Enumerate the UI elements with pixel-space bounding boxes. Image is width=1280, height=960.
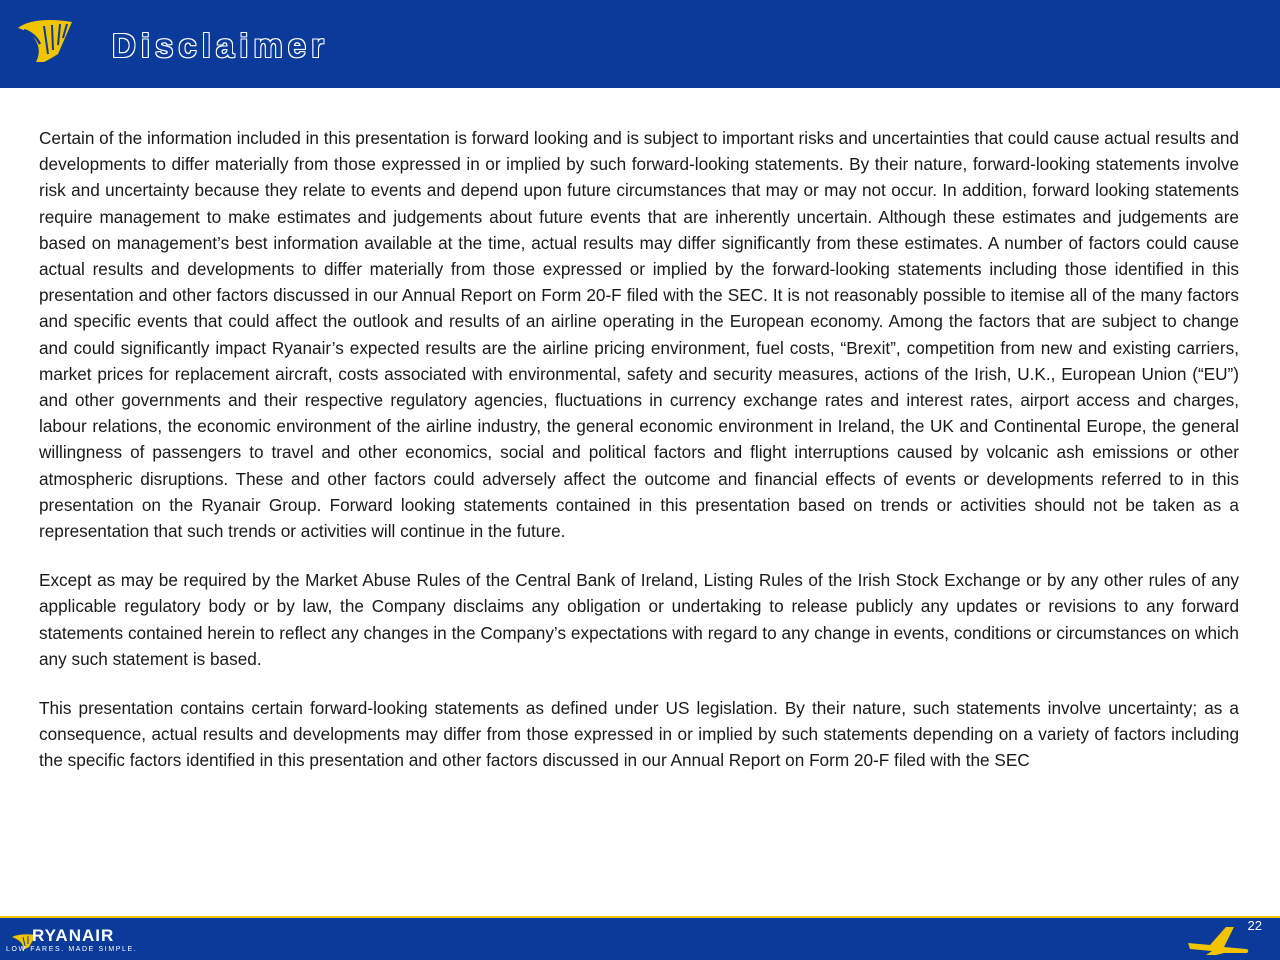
- page-title: Disclaimer: [112, 27, 329, 64]
- footer-accent-line: [0, 916, 1280, 918]
- ryanair-harp-icon: [14, 14, 76, 64]
- disclaimer-paragraph-forward-looking: Certain of the information included in this presentation is forward looking and is subject to important risks and uncertainties that could cause actual results and developments to differ materially from those expressed in or implied by such forward-looking statements. By their nature, forward-looking statements involve risk and uncertainty because they relate to events and depend upon future circumstances that may or may not occur. In addition, forward looking statements require management to make estimates and judgements about future events that are inherently uncertain. Although these estimates and judgements are based on management’s best information available at the time, actual results may differ significantly from these estimates. A number of factors could cause actual results and developments to differ materially from those expressed or implied by the forward-looking statements including those identified in this presentation and other factors discussed in our Annual Report on Form 20-F filed with the SEC. It is not reasonably possible to itemise all of the many factors and specific events that could affect the outlook and results of an airline operating in the European economy. Among the factors that are subject to change and could significantly impact Ryanair’s expected results are the airline pricing environment, fuel costs, “Brexit”, competition from new and existing carriers, market prices for replacement aircraft, costs associated with environmental, safety and security measures, actions of the Irish, U.K., European Union (“EU”) and other governments and their respective regulatory agencies, fluctuations in currency exchange rates and interest rates, airport access and charges, labour relations, the economic environment of the airline industry, the general economic environment in Ireland, the UK and Continental Europe, the general willingness of passengers to travel and other economics, social and political factors and flight interruptions caused by volcanic ash emissions or other atmospheric disruptions. These and other factors could adversely affect the outcome and financial effects of events or developments referred to in this presentation on the Ryanair Group. Forward looking statements contained in this presentation based on trends or activities should not be taken as a representation that such trends or activities will continue in the future.: [39, 128, 1239, 542]
- header-bar: [0, 0, 1280, 88]
- disclaimer-body: [39, 125, 1239, 797]
- brand-name: RYANAIR: [32, 926, 115, 945]
- disclaimer-paragraph-us-legislation: This presentation contains certain forward-looking statements as defined under US legislation. By their nature, such statements involve uncertainty; as a consequence, actual results and developments may differ from those expressed in or implied by such statements depending on a variety of factors including the specific factors identified in this presentation and other factors discussed in our Annual Report on Form 20-F filed with the SEC: [39, 698, 1239, 771]
- footer-bar: [0, 916, 1280, 960]
- airplane-icon: [1186, 921, 1250, 955]
- brand-tagline: LOW FARES. MADE SIMPLE.: [6, 946, 138, 953]
- disclaimer-paragraph-market-rules: Except as may be required by the Market Abuse Rules of the Central Bank of Ireland, Listing Rules of the Irish Stock Exchange or by any other rules of any applicable regulatory body or by law, the Company disclaims any obligation or undertaking to release publicly any updates or revisions to any forward statements contained herein to reflect any changes in the Company’s expectations with regard to any change in events, conditions or circumstances on which any such statement is based.: [39, 570, 1239, 669]
- page-number: 22: [1247, 918, 1262, 933]
